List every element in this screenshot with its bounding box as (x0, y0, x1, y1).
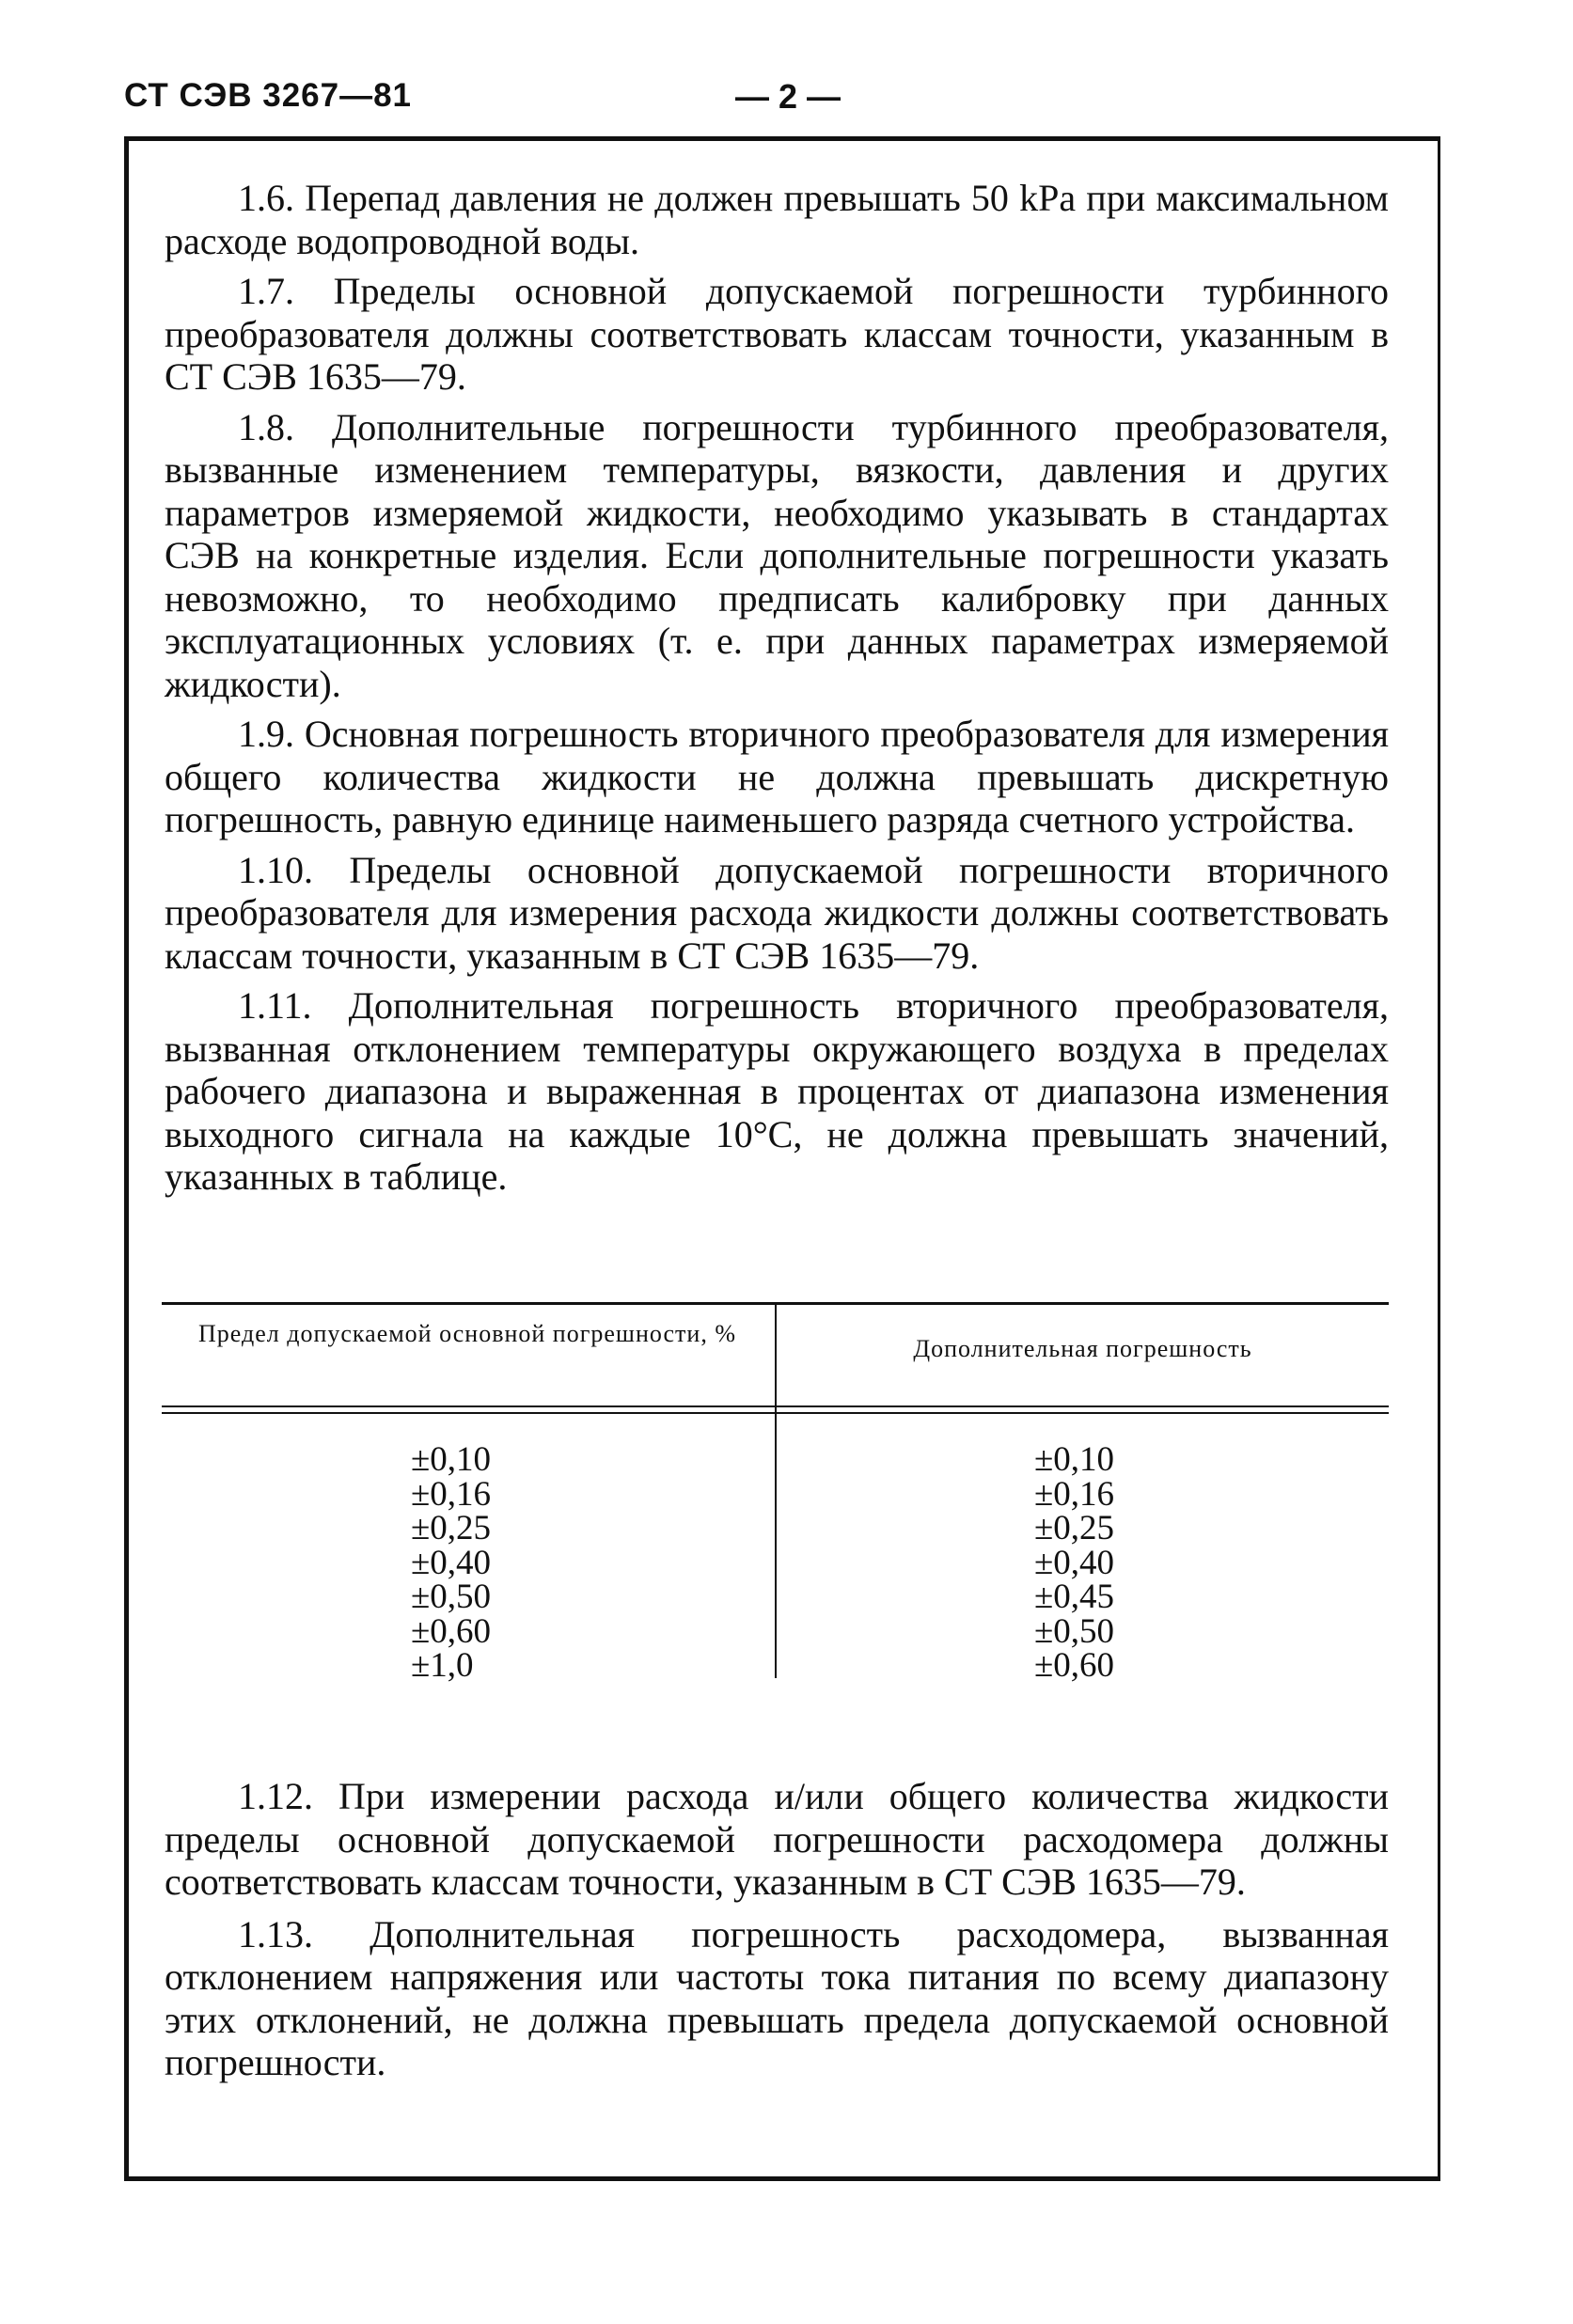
page-number: — 2 — (735, 77, 842, 116)
table-cell: ±1,0 (411, 1646, 474, 1685)
table-cell: ±0,16 (411, 1474, 492, 1514)
table-cell: ±0,60 (1034, 1646, 1115, 1685)
body-text-top (165, 177, 1389, 1206)
body-text-bottom (165, 1775, 1389, 2094)
table-column-additional-error (1034, 1440, 1115, 1685)
paragraph-1-12: 1.12. При измерении расхода и/или общего количества жидкости пределы основной допускаемой погрешности расходомера должны соответствовать классам точности, указанным в СТ СЭВ 1635—79. (165, 1775, 1389, 1903)
document-code: СТ СЭВ 3267—81 (124, 77, 413, 114)
table-cell: ±0,45 (1034, 1578, 1115, 1616)
table-cell: ±0,25 (1034, 1509, 1115, 1547)
table-column-divider (775, 1302, 777, 1678)
paragraph-1-7: 1.7. Пределы основной допускаемой погрешности турбинного преобразователя должны соответствовать классам точности, указанным в СТ СЭВ 1635—79. (165, 270, 1389, 398)
paragraph-1-11: 1.11. Дополнительная погрешность вторичного преобразователя, вызванная отклонением температуры окружающего воздуха в пределах рабочего диапазона и выраженная в процентах от диапазона изменения выходного сигнала на каждые 10°С, не должна превышать значений, указанных в таблице. (165, 984, 1389, 1198)
paragraph-1-9: 1.9. Основная погрешность вторичного преобразователя для измерения общего количества жидкости не должна превышать дискретную погрешность, равную единице наименьшего разряда счетного устройства. (165, 713, 1389, 840)
table-cell: ±0,40 (1034, 1543, 1115, 1582)
paragraph-1-13: 1.13. Дополнительная погрешность расходомера, вызванная отклонением напряжения или частоты тока питания по всему диапазону этих отклонений, не должна превышать предела допускаемой основной погрешности. (165, 1912, 1389, 2083)
table-cell: ±0,10 (411, 1440, 492, 1479)
table-cell: ±0,50 (411, 1578, 492, 1616)
table-header-main-error: Предел допускаемой основной погрешности, % (198, 1320, 736, 1347)
paragraph-1-10: 1.10. Пределы основной допускаемой погрешности вторичного преобразователя для измерения расхода жидкости должны соответствовать классам точности, указанным в СТ СЭВ 1635—79. (165, 848, 1389, 977)
table-cell: ±0,10 (1034, 1440, 1115, 1479)
table-cell: ±0,60 (411, 1611, 492, 1651)
table-cell: ±0,16 (1034, 1474, 1115, 1514)
table-cell: ±0,40 (411, 1543, 492, 1582)
error-table (162, 1302, 1389, 1697)
table-column-main-error (411, 1440, 492, 1685)
paragraph-1-6: 1.6. Перепад давления не должен превышать 50 kPa при максимальном расходе водопроводной воды. (165, 177, 1389, 262)
page-header (124, 77, 1440, 124)
paragraph-1-8: 1.8. Дополнительные погрешности турбинного преобразователя, вызванные изменением температуры, вязкости, давления и других параметров измеряемой жидкости, необходимо указывать в стандартах СЭВ на конкретные изделия. Если дополнительные погрешности указать невозможно, то необходимо предписать калибровку при данных эксплуатационных условиях (т. е. при данных параметрах измеряемой жидкости). (165, 405, 1389, 705)
table-header-additional-error: Дополнительная погрешность (913, 1335, 1252, 1362)
table-cell: ±0,25 (411, 1509, 492, 1547)
table-cell: ±0,50 (1034, 1611, 1115, 1651)
